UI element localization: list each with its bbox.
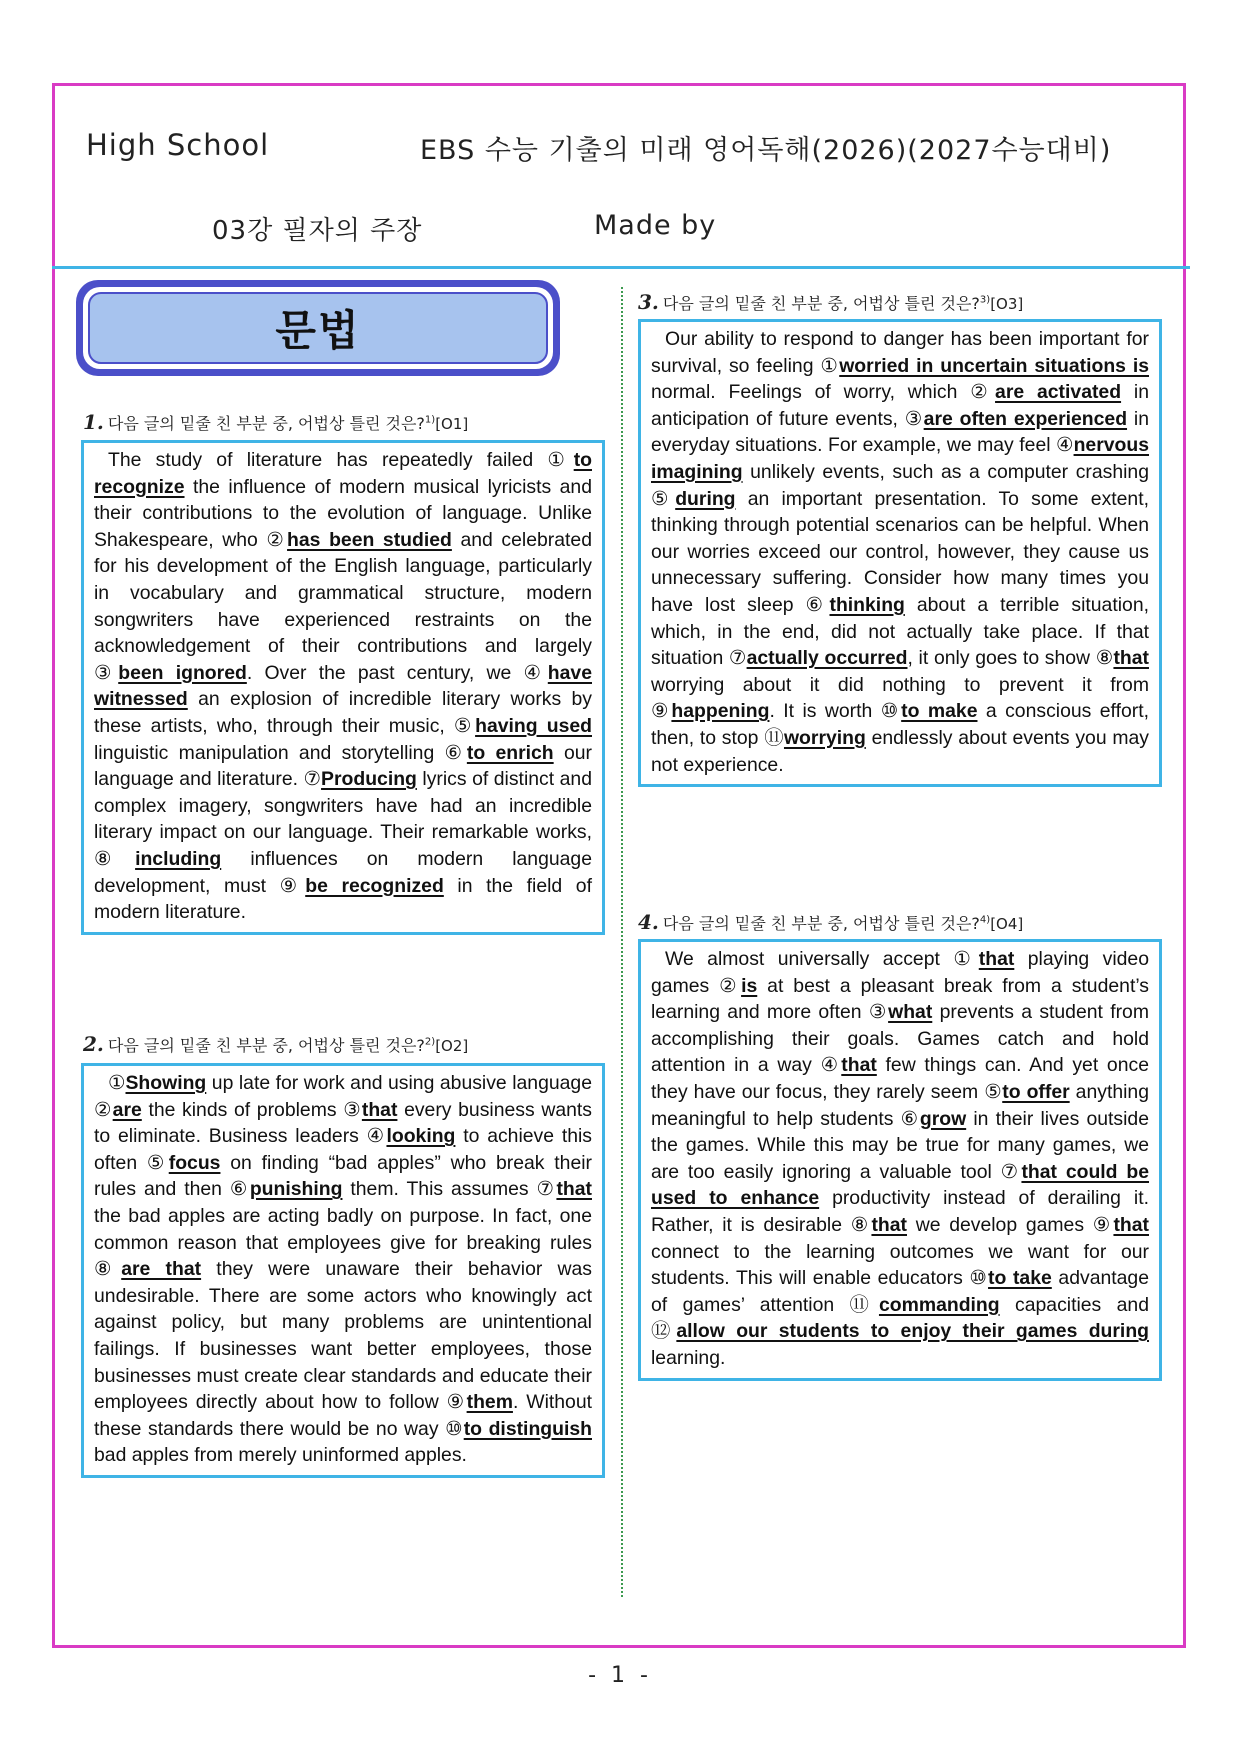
underlined-option: that could be used to enhance <box>651 1160 1149 1210</box>
underlined-option: worrying <box>783 726 866 749</box>
underlined-option: be recognized <box>305 874 444 897</box>
header-title: EBS 수능 기출의 미래 영어독해(2026)(2027수능대비) <box>420 135 1112 166</box>
underlined-option: are that <box>121 1258 202 1281</box>
question-4-passage: We almost universally accept ①that playing video games ②is at best a pleasant break from a student’s learning and more often ③what prevents a student from accomplishing their goals. Games catch and hold attention in a way ④that few things can. And yet once they have our focus, they rarely seem ⑤to offer anything meaningful to help students ⑥grow in their lives outside the games. While this may be true for many games, we are too easily ignoring a valuable tool ⑦that could be used to enhance productivity instead of derailing it. Rather, it is desirable ⑧that we develop games ⑨that connect to the learning outcomes we want for our students. This will enable educators ⑩to take advantage of games’ attention ⑪commanding capacities and ⑫allow our students to enjoy their games during learning. <box>638 939 1162 1381</box>
underlined-option: looking <box>386 1125 456 1148</box>
underlined-option: are activated <box>995 381 1122 404</box>
underlined-option: to make <box>901 700 978 723</box>
underlined-option: that <box>978 948 1015 970</box>
underlined-option: them <box>466 1391 513 1414</box>
underlined-option: Producing <box>321 768 417 791</box>
page-number: - 1 - <box>588 1663 652 1688</box>
underlined-option: during <box>675 487 736 510</box>
underlined-option: commanding <box>878 1293 1000 1316</box>
underlined-option: that <box>871 1213 907 1236</box>
underlined-option: have witnessed <box>94 661 592 711</box>
underlined-option: that <box>556 1178 592 1201</box>
underlined-option: has been studied <box>287 528 452 551</box>
underlined-option: what <box>888 1001 933 1024</box>
underlined-option: punishing <box>249 1178 343 1201</box>
underlined-option: allow our students to enjoy their games during <box>676 1320 1150 1343</box>
underlined-option: having used <box>475 714 592 737</box>
underlined-option: is <box>741 974 758 997</box>
underlined-option: that <box>1113 1213 1149 1236</box>
underlined-option: happening <box>671 700 770 723</box>
question-3-passage: Our ability to respond to danger has been important for survival, so feeling ①worried in uncertain situations is normal. Feelings of worry, which ②are activated in anticipation of future events, ③are often experienced in everyday situations. For example, we may feel ④nervous imagining unlikely events, such as a computer crashing ⑤during an important presentation. To some extent, thinking through potential scenarios can be helpful. When our worries exceed our control, however, they cause us unnecessary suffering. Consider how many times you have lost sleep ⑥thinking about a terrible situation, which, in the end, did not actually take place. If that situation ⑦actually occurred, it only goes to show ⑧that worrying about it did nothing to prevent it from ⑨happening. It is worth ⑩to make a conscious effort, then, to stop ⑪worrying endlessly about events you may not experience. <box>638 319 1162 787</box>
underlined-option: to offer <box>1002 1080 1070 1103</box>
header-school: High School <box>86 128 270 162</box>
underlined-option: are often experienced <box>923 407 1128 430</box>
underlined-option: that <box>1113 647 1149 670</box>
column-divider <box>621 287 623 1597</box>
underlined-option: that <box>841 1054 877 1077</box>
question-1-heading: 1. 다음 글의 밑줄 친 부분 중, 어법상 틀린 것은?$^{1)}$[O1] <box>83 410 469 434</box>
section-badge <box>76 280 560 376</box>
underlined-option: to take <box>988 1267 1052 1290</box>
underlined-option: are <box>112 1098 142 1121</box>
underlined-option: including <box>135 847 222 870</box>
question-2-heading: 2. 다음 글의 밑줄 친 부분 중, 어법상 틀린 것은?$^{2)}$[O2] <box>83 1032 469 1056</box>
underlined-option: nervous imagining <box>651 434 1149 483</box>
underlined-option: to distinguish <box>463 1417 592 1440</box>
underlined-option: actually occurred <box>746 647 908 670</box>
underlined-option: to recognize <box>94 449 592 498</box>
underlined-option: grow <box>919 1107 967 1130</box>
question-2-passage: ①Showing up late for work and using abusive language ②are the kinds of problems ③that every business wants to eliminate. Business leaders ④looking to achieve this often ⑤focus on finding “bad apples” who break their rules and then ⑥punishing them. This assumes ⑦that the bad apples are acting badly on purpose. In fact, one common reason that employees give for breaking rules ⑧are that they were unaware their behavior was undesirable. There are some actors who knowingly act against policy, but many problems are unintentional failings. If businesses want better employees, those businesses must create clear standards and educate their employees directly about how to follow ⑨them. Without these standards there would be no way ⑩to distinguish bad apples from merely uninformed apples. <box>81 1063 605 1478</box>
question-1-passage: The study of literature has repeatedly failed ①to recognize the influence of modern musical lyricists and their contributions to the evolution of language. Unlike Shakespeare, who ②has been studied and celebrated for his development of the English language, particularly in vocabulary and grammatical structure, modern songwriters have experienced restraints on the acknowledgement of their contributions and largely ③been ignored. Over the past century, we ④have witnessed an explosion of incredible literary works by these artists, who, through their music, ⑤having used linguistic manipulation and storytelling ⑥to enrich our language and literature. ⑦Producing lyrics of distinct and complex imagery, songwriters have had an incredible literary impact on our language. Their remarkable works, ⑧including influences on modern language development, must ⑨be recognized in the field of modern literature. <box>81 440 605 935</box>
underlined-option: to enrich <box>466 741 554 764</box>
underlined-option: Showing <box>125 1072 207 1094</box>
header-divider <box>52 266 1190 269</box>
header-made-by: Made by <box>594 210 717 241</box>
underlined-option: thinking <box>829 593 905 616</box>
underlined-option: that <box>361 1098 398 1121</box>
underlined-option: worried in uncertain situations is <box>839 354 1149 377</box>
underlined-option: been ignored <box>118 661 247 684</box>
header-chapter: 03강 필자의 주장 <box>212 216 423 246</box>
underlined-option: focus <box>168 1151 221 1174</box>
section-badge-label: 문법 <box>88 292 548 364</box>
question-3-heading: 3. 다음 글의 밑줄 친 부분 중, 어법상 틀린 것은?$^{3)}$[O3] <box>638 290 1024 314</box>
question-4-heading: 4. 다음 글의 밑줄 친 부분 중, 어법상 틀린 것은?$^{4)}$[O4] <box>638 910 1024 934</box>
